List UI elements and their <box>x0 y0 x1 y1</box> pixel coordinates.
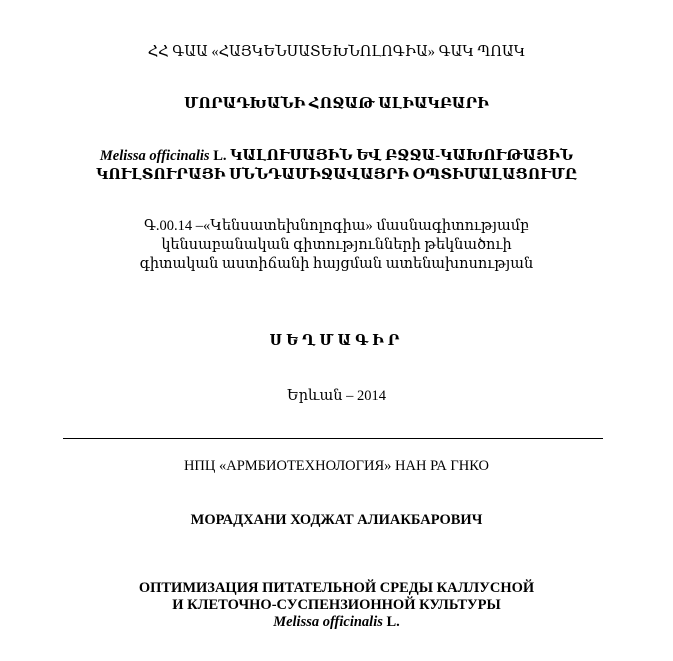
title-armenian-line1 <box>0 148 673 165</box>
degree-line-1: Գ.00.14 –«Կենսատեխնոլոգիա» մասնագիտությամբ <box>143 218 530 234</box>
place-year: Երևան – 2014 <box>287 388 386 404</box>
species-author-russian: L. <box>386 614 400 630</box>
species-name-russian: Melissa officinalis <box>273 614 383 630</box>
degree-line-3: գիտական աստիճանի հայցման ատենախոսության <box>139 256 534 272</box>
species-name: Melissa officinalis <box>99 148 210 164</box>
horizontal-divider <box>63 438 603 439</box>
author-russian: МОРАДХАНИ ХОДЖАТ АЛИАКБАРОВИЧ <box>190 512 483 528</box>
title-russian-line2: И КЛЕТОЧНО-СУСПЕНЗИОННОЙ КУЛЬТУРЫ <box>172 597 501 613</box>
document-type: ՍԵՂՄԱԳԻՐ <box>269 333 404 349</box>
degree-line-2: կենսաբանական գիտությունների թեկնածուի <box>161 237 512 253</box>
title-russian-line3 <box>0 614 673 631</box>
institute-russian: НПЦ «АРМБИОТЕХНОЛОГИЯ» НАН РА ГНКО <box>183 458 490 474</box>
title-armenian-line2: ԿՈՒԼՏՈՒՐԱՅԻ ՍՆՆԴԱՄԻՋԱՎԱՅՐԻ ՕՊՏԻՄԱԼԱՑՈՒՄԸ <box>96 167 577 183</box>
title-russian-line1: ОПТИМИЗАЦИЯ ПИТАТЕЛЬНОЙ СРЕДЫ КАЛЛУСНОЙ <box>138 580 535 596</box>
species-author: L. <box>213 148 227 164</box>
title-armenian-line1-text: ԿԱԼՈՒՍԱՅԻՆ ԵՎ ԲՋՋԱ-ԿԱԽՈՒԹԱՅԻՆ <box>230 148 574 164</box>
institute-armenian: ՀՀ ԳԱԱ «ՀԱՅԿԵՆՍԱՏԵԽՆՈԼՈԳԻԱ» ԳԱԿ ՊՈԱԿ <box>147 44 526 60</box>
author-armenian: ՄՈՐԱԴԽԱՆԻ ՀՈՋԱԹ ԱԼԻԱԿԲԱՐԻ <box>184 96 489 112</box>
